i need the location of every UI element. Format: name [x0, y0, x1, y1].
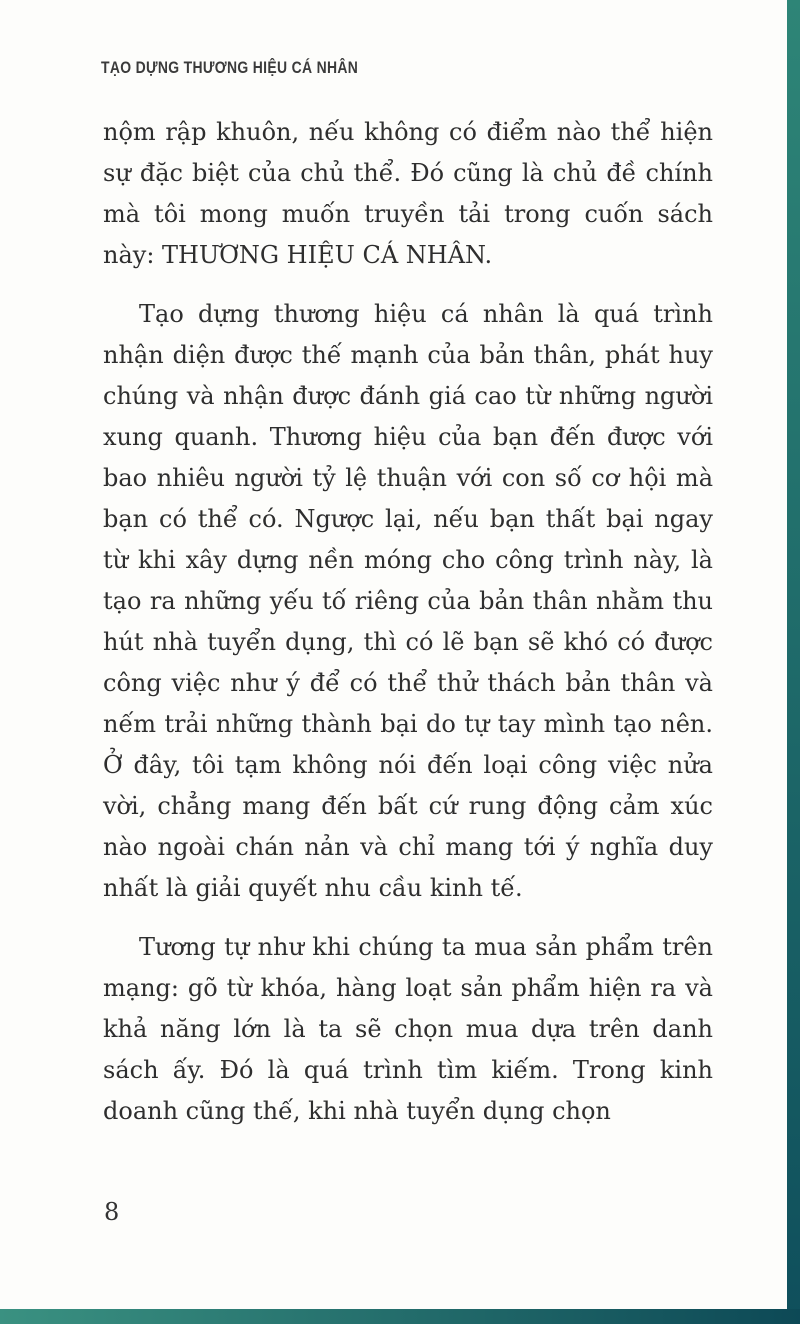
page-body — [103, 112, 713, 1150]
paragraph: Tạo dựng thương hiệu cá nhân là quá trình nhận diện được thế mạnh của bản thân, phát huy chúng và nhận được đánh giá cao từ những người xung quanh. Thương hiệu của bạn đến được với bao nhiêu người tỷ lệ thuận với con số cơ hội mà bạn có thể có. Ngược lại, nếu bạn thất bại ngay từ khi xây dựng nền móng cho công trình này, là tạo ra những yếu tố riêng của bản thân nhằm thu hút nhà tuyển dụng, thì có lẽ bạn sẽ khó có được công việc như ý để có thể thử thách bản thân và nếm trải những thành bại do tự tay mình tạo nên. Ở đây, tôi tạm không nói đến loại công việc nửa vời, chẳng mang đến bất cứ rung động cảm xúc nào ngoài chán nản và chỉ mang tới ý nghĩa duy nhất là giải quyết nhu cầu kinh tế. — [103, 300, 713, 902]
book-edge-bottom — [0, 1309, 800, 1324]
paragraph: Tương tự như khi chúng ta mua sản phẩm trên mạng: gõ từ khóa, hàng loạt sản phẩm hiện ra và khả năng lớn là ta sẽ chọn mua dựa trên danh sách ấy. Đó là quá trình tìm kiếm. Trong kinh doanh cũng thế, khi nhà tuyển dụng chọn — [103, 933, 713, 1125]
book-edge-right — [787, 0, 800, 1324]
page-number: 8 — [104, 1198, 120, 1226]
running-header: TẠO DỰNG THƯƠNG HIỆU CÁ NHÂN — [101, 58, 359, 77]
paragraph: nộm rập khuôn, nếu không có điểm nào thể hiện sự đặc biệt của chủ thể. Đó cũng là chủ đề chính mà tôi mong muốn truyền tải trong cuốn sách này: THƯƠNG HIỆU CÁ NHÂN. — [103, 118, 713, 269]
